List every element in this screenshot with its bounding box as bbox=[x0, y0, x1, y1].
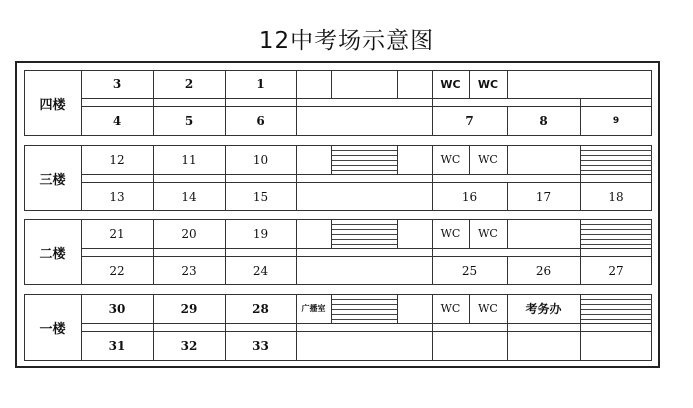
classroom: 11 bbox=[181, 152, 197, 167]
divider bbox=[296, 70, 297, 136]
classroom: 23 bbox=[181, 263, 197, 278]
classroom: 10 bbox=[252, 152, 269, 167]
restroom: WC bbox=[440, 153, 461, 166]
divider bbox=[507, 70, 508, 98]
page-title: 12中考场示意图 bbox=[258, 28, 435, 54]
classroom: 17 bbox=[535, 189, 552, 204]
broadcast-room: 广播室 bbox=[301, 304, 326, 313]
restroom: WC bbox=[440, 302, 461, 315]
corridor-line bbox=[81, 323, 652, 324]
floor-label: 一楼 bbox=[39, 322, 66, 337]
corridor-line bbox=[81, 174, 652, 175]
classroom: 28 bbox=[252, 301, 269, 316]
classroom: 16 bbox=[461, 189, 478, 204]
classroom: 20 bbox=[181, 226, 197, 241]
classroom: 18 bbox=[608, 189, 624, 204]
classroom: 30 bbox=[108, 301, 126, 316]
restroom: WC bbox=[440, 227, 461, 240]
stairwell bbox=[332, 220, 397, 247]
floor-label: 四楼 bbox=[39, 97, 66, 113]
classroom: 8 bbox=[539, 114, 548, 128]
classroom: 6 bbox=[256, 114, 265, 128]
classroom: 24 bbox=[252, 263, 269, 278]
classroom: 15 bbox=[252, 189, 269, 204]
classroom: 13 bbox=[109, 189, 125, 204]
classroom: 14 bbox=[181, 189, 197, 204]
floor-label: 二楼 bbox=[39, 246, 66, 262]
floor-label: 三楼 bbox=[39, 172, 66, 188]
classroom: 9 bbox=[612, 116, 620, 126]
corridor-line bbox=[81, 248, 652, 249]
divider bbox=[296, 145, 297, 211]
corridor-line bbox=[81, 98, 652, 99]
divider bbox=[296, 219, 297, 285]
stairwell bbox=[332, 146, 397, 173]
divider bbox=[507, 219, 508, 248]
classroom: 22 bbox=[109, 263, 125, 278]
divider bbox=[397, 219, 398, 248]
classroom: 27 bbox=[608, 263, 624, 278]
classroom: 25 bbox=[461, 263, 478, 278]
classroom: 1 bbox=[256, 77, 265, 91]
classroom: 29 bbox=[180, 301, 198, 316]
divider bbox=[397, 70, 398, 98]
classroom: 4 bbox=[112, 114, 122, 128]
divider bbox=[397, 145, 398, 174]
restroom: WC bbox=[478, 302, 498, 315]
classroom: 5 bbox=[184, 114, 194, 128]
stairwell bbox=[581, 295, 652, 322]
restroom: WC bbox=[478, 227, 498, 240]
restroom: WC bbox=[440, 77, 461, 91]
divider bbox=[507, 145, 508, 174]
stairwell bbox=[581, 146, 652, 173]
classroom: 19 bbox=[252, 226, 269, 241]
classroom: 21 bbox=[109, 226, 125, 241]
restroom: WC bbox=[477, 77, 499, 91]
classroom: 32 bbox=[180, 339, 198, 353]
exam-office: 考务办 bbox=[525, 302, 562, 316]
divider bbox=[331, 70, 332, 98]
classroom: 2 bbox=[184, 77, 194, 91]
classroom: 33 bbox=[252, 339, 269, 353]
divider bbox=[397, 294, 398, 323]
classroom: 26 bbox=[535, 263, 552, 278]
classroom: 12 bbox=[109, 152, 125, 167]
classroom: 7 bbox=[465, 114, 474, 128]
classroom: 31 bbox=[108, 339, 126, 353]
classroom: 3 bbox=[112, 77, 122, 91]
stairwell bbox=[332, 295, 397, 322]
restroom: WC bbox=[478, 153, 498, 166]
stairwell bbox=[581, 220, 652, 247]
